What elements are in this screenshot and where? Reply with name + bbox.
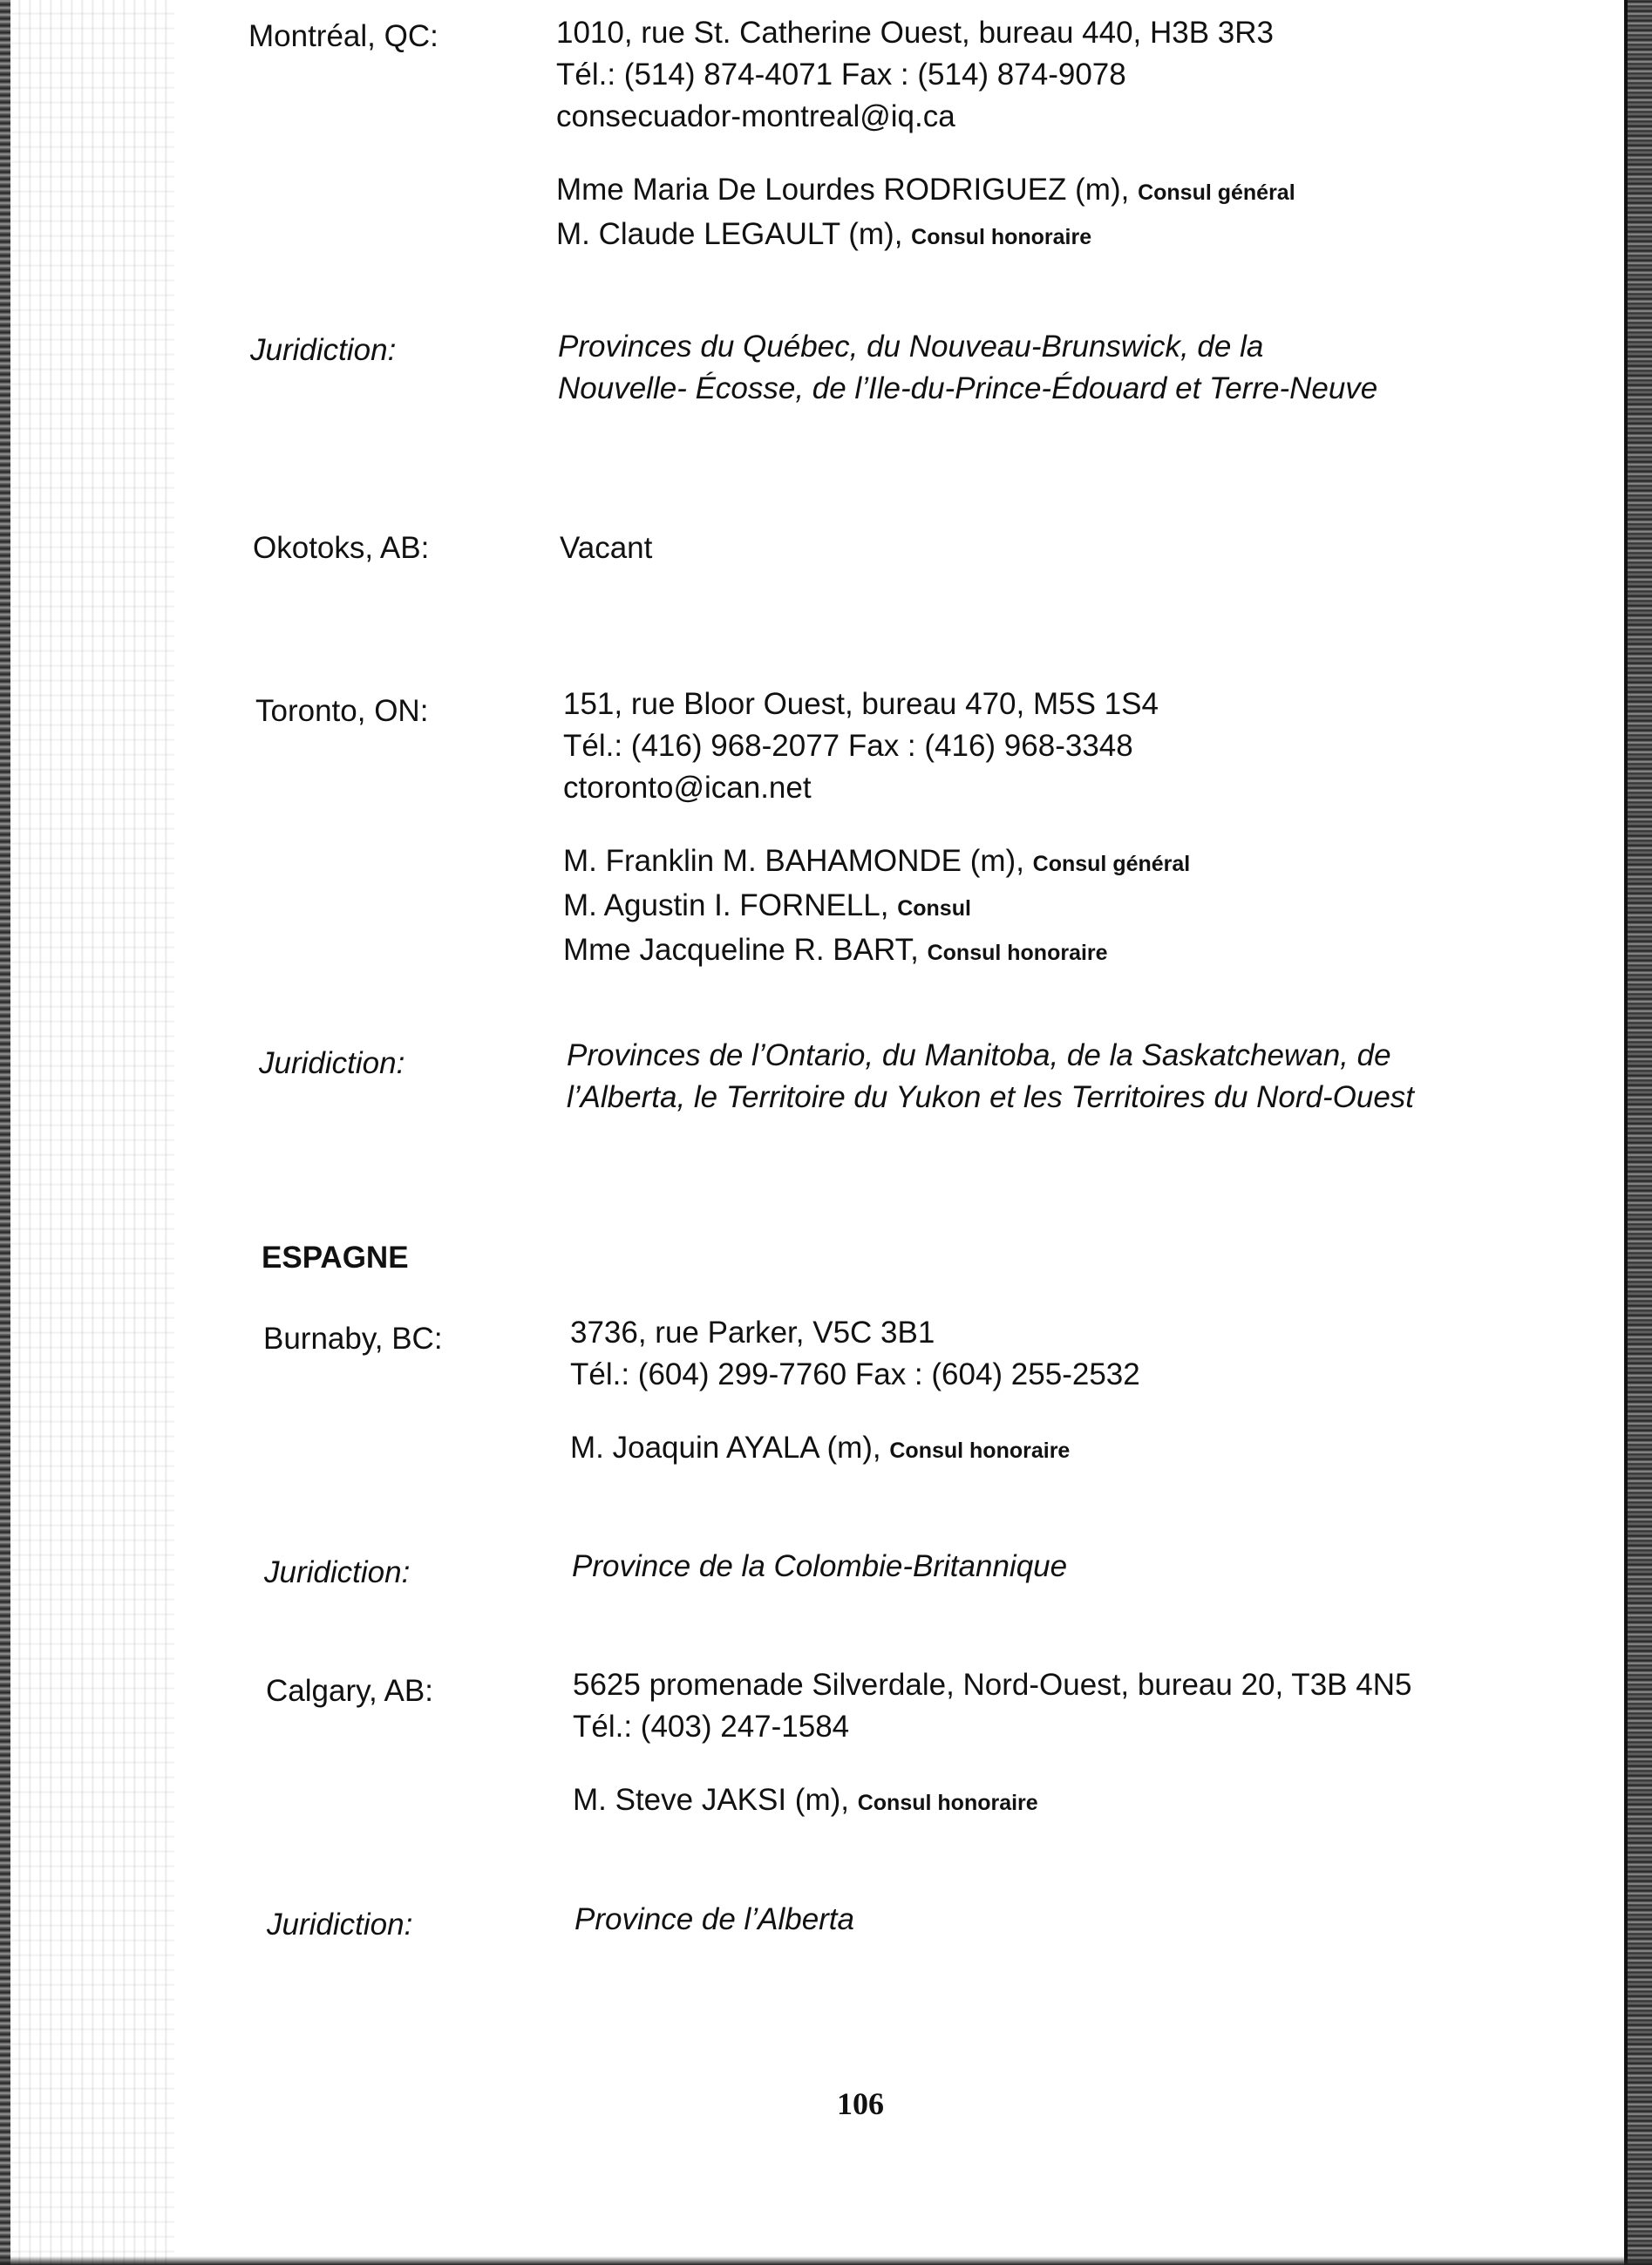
person-role: Consul honoraire — [857, 1791, 1038, 1815]
okotoks-status: Vacant — [560, 531, 653, 565]
person-role: Consul général — [1032, 852, 1191, 876]
person-name: M. Agustin I. FORNELL, — [563, 888, 889, 922]
person-name: Mme Jacqueline R. BART, — [563, 933, 919, 967]
calgary-jurisdiction-text: Province de l’Alberta — [574, 1902, 854, 1936]
burnaby-city-label: Burnaby, BC: — [263, 1322, 443, 1356]
toronto-city-label: Toronto, ON: — [255, 694, 429, 728]
calgary-contact-block — [573, 1664, 1411, 1824]
toronto-jurisdiction-label: Juridiction: — [259, 1046, 405, 1080]
burnaby-phone-fax: Tél.: (604) 299-7760 Fax : (604) 255-2532 — [570, 1357, 1140, 1391]
person-name: M. Joaquin AYALA (m), — [570, 1431, 881, 1465]
calgary-person-1 — [573, 1779, 1411, 1824]
montreal-person-1 — [556, 169, 1295, 214]
montreal-contact-block — [556, 12, 1295, 258]
person-name: M. Franklin M. BAHAMONDE (m), — [563, 844, 1024, 878]
toronto-contact-block — [563, 684, 1190, 974]
montreal-phone-fax: Tél.: (514) 874-4071 Fax : (514) 874-9078 — [556, 58, 1126, 92]
person-name: M. Claude LEGAULT (m), — [556, 217, 903, 251]
calgary-phone: Tél.: (403) 247-1584 — [573, 1710, 850, 1744]
person-role: Consul honoraire — [889, 1439, 1071, 1463]
person-name: Mme Maria De Lourdes RODRIGUEZ (m), — [556, 173, 1130, 207]
montreal-jurisdiction-text: Provinces du Québec, du Nouveau-Brunswick, de la Nouvelle- Écosse, de l’Ile-du-Prince-Édouard et Terre-Neuve — [558, 330, 1378, 405]
toronto-person-2 — [563, 885, 1190, 929]
burnaby-jurisdiction-text: Province de la Colombie-Britannique — [572, 1549, 1068, 1583]
burnaby-address: 3736, rue Parker, V5C 3B1 — [570, 1316, 935, 1350]
calgary-jurisdiction-label: Juridiction: — [267, 1908, 413, 1942]
toronto-phone-fax: Tél.: (416) 968-2077 Fax : (416) 968-3348 — [563, 729, 1133, 763]
toronto-person-3 — [563, 929, 1190, 974]
calgary-address: 5625 promenade Silverdale, Nord-Ouest, bureau 20, T3B 4N5 — [573, 1668, 1412, 1702]
burnaby-jurisdiction-label: Juridiction: — [264, 1555, 411, 1589]
montreal-person-2 — [556, 214, 1295, 258]
espagne-section-heading: ESPAGNE — [262, 1241, 409, 1275]
montreal-email: consecuador-montreal@iq.ca — [556, 99, 955, 133]
okotoks-city-label: Okotoks, AB: — [253, 531, 430, 565]
person-role: Consul honoraire — [911, 225, 1092, 249]
toronto-email: ctoronto@ican.net — [563, 771, 812, 805]
person-role: Consul général — [1138, 180, 1295, 205]
montreal-city-label: Montréal, QC: — [248, 19, 438, 53]
toronto-jurisdiction-text: Provinces de l’Ontario, du Manitoba, de la Saskatchewan, de l’Alberta, le Territoire du Yukon et les Territoires du Nord-Ouest — [567, 1038, 1415, 1114]
montreal-address: 1010, rue St. Catherine Ouest, bureau 440, H3B 3R3 — [556, 16, 1275, 50]
burnaby-person-1 — [570, 1427, 1140, 1472]
calgary-city-label: Calgary, AB: — [266, 1674, 433, 1708]
page-number: 106 — [837, 2086, 884, 2121]
person-role: Consul honoraire — [927, 941, 1108, 965]
person-name: M. Steve JAKSI (m), — [573, 1783, 849, 1817]
person-role: Consul — [897, 896, 971, 921]
montreal-jurisdiction-label: Juridiction: — [250, 333, 397, 367]
toronto-person-1 — [563, 840, 1190, 885]
burnaby-contact-block — [570, 1312, 1140, 1472]
toronto-address: 151, rue Bloor Ouest, bureau 470, M5S 1S4 — [563, 687, 1159, 721]
